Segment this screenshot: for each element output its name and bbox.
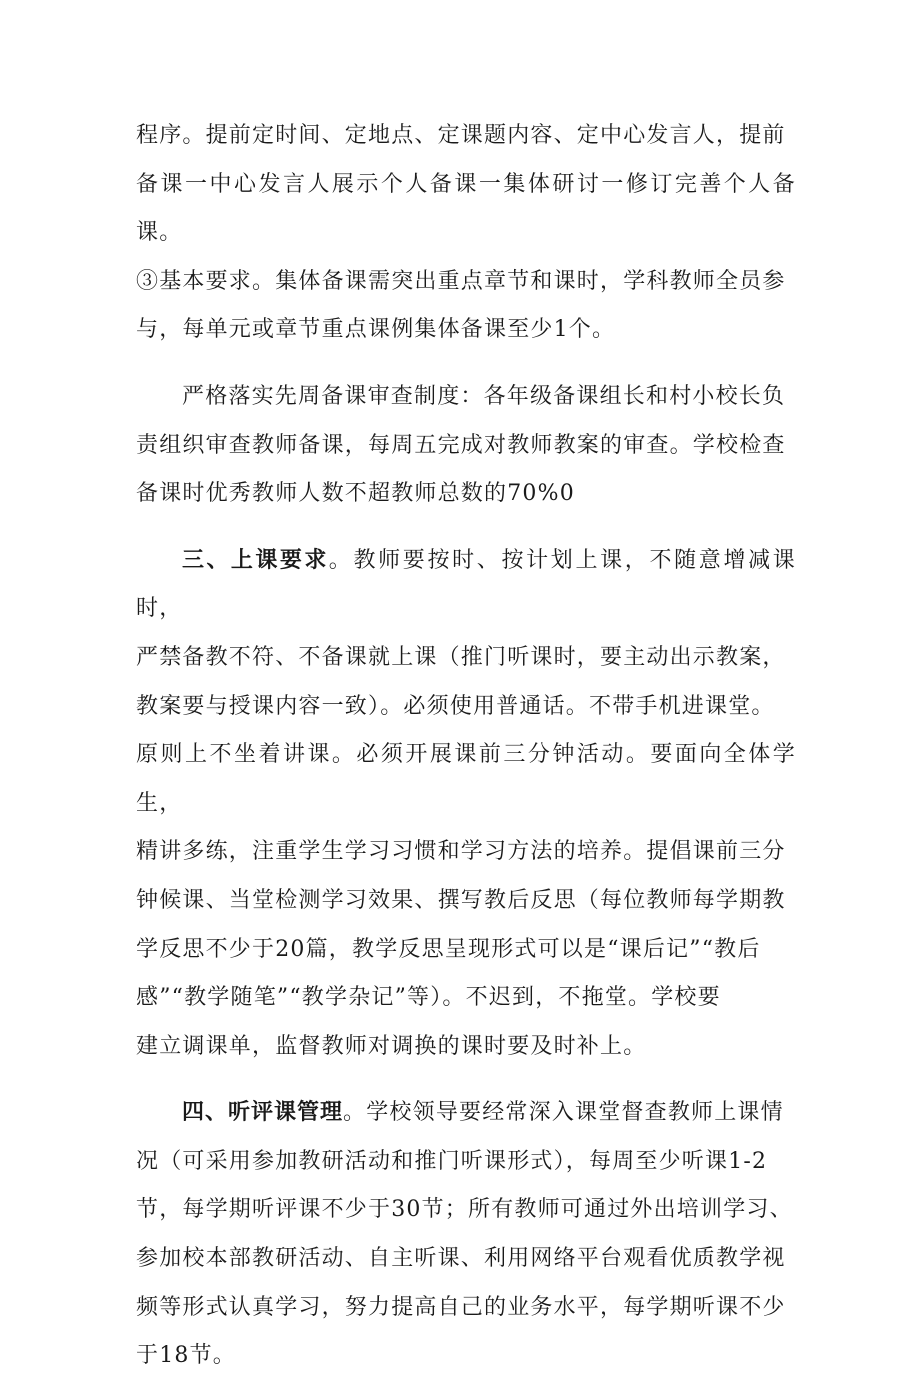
- text-line: 程序。提前定时间、定地点、定课题内容、定中心发言人，提前: [136, 123, 786, 148]
- text-line: [136, 1089, 796, 1138]
- text-line: 钟候课、当堂检测学习效果、撰写教后反思（每位教师每学期教: [136, 887, 786, 913]
- section-heading-evaluation: 四、听评课管理: [182, 1100, 344, 1126]
- text-line: 于18节。: [136, 1343, 236, 1369]
- text-line: 严禁备教不符、不备课就上课（推门听课时，要主动出示教案，: [136, 644, 786, 670]
- text-line: 原则上不坐着讲课。必须开展课前三分钟活动。要面向全体学生，: [136, 742, 796, 816]
- text-run: 。教师要按时、按计划上课，不随意增减课时，: [136, 547, 796, 622]
- text-line: 感”“教学随笔”“教学杂记”等）。不迟到，不拖堂。学校要: [136, 985, 721, 1011]
- paragraph-class-requirements: [136, 537, 796, 1072]
- text-line: 与，每单元或章节重点课例集体备课至少1个。: [136, 317, 616, 343]
- text-line: 学反思不少于20篇，教学反思呈现形式可以是“课后记”“教后: [136, 936, 761, 962]
- text-line: 参加校本部教研活动、自主听课、利用网络平台观看优质教学视: [136, 1246, 786, 1272]
- text-line: 建立调课单，监督教师对调换的课时要及时补上。: [136, 1033, 647, 1059]
- paragraph-prep-review: [136, 373, 796, 519]
- text-line: 况（可采用参加教研活动和推门听课形式），每周至少听课1-2: [136, 1148, 768, 1174]
- text-line: 精讲多练，注重学生学习习惯和学习方法的培养。提倡课前三分: [136, 839, 786, 865]
- document-page: [136, 112, 796, 1381]
- text-line: 频等形式认真学习，努力提高自己的业务水平，每学期听课不少: [136, 1294, 786, 1320]
- text-line: 责组织审查教师备课，每周五完成对教师教案的审查。学校检查: [136, 432, 786, 458]
- text-line: 教案要与授课内容一致）。必须使用普通话。不带手机进课堂。: [136, 693, 775, 719]
- text-line: 严格落实先周备课审查制度：各年级备课组长和村小校长负: [182, 383, 786, 409]
- text-line: [136, 537, 796, 634]
- text-line: 备课时优秀教师人数不超教师总数的70%0: [136, 481, 575, 507]
- paragraph-lesson-evaluation: [136, 1089, 796, 1381]
- paragraph-collective-prep: [136, 112, 796, 355]
- text-line: 备课一中心发言人展示个人备课一集体研讨一修订完善个人备课。: [136, 171, 796, 246]
- text-line: ③基本要求。集体备课需突出重点章节和课时，学科教师全员参: [136, 268, 786, 294]
- text-line: 节，每学期听评课不少于30节；所有教师可通过外出培训学习、: [136, 1197, 793, 1223]
- section-heading-class: 三、上课要求: [182, 547, 329, 573]
- text-run: 。学校领导要经常深入课堂督查教师上课情: [343, 1100, 784, 1126]
